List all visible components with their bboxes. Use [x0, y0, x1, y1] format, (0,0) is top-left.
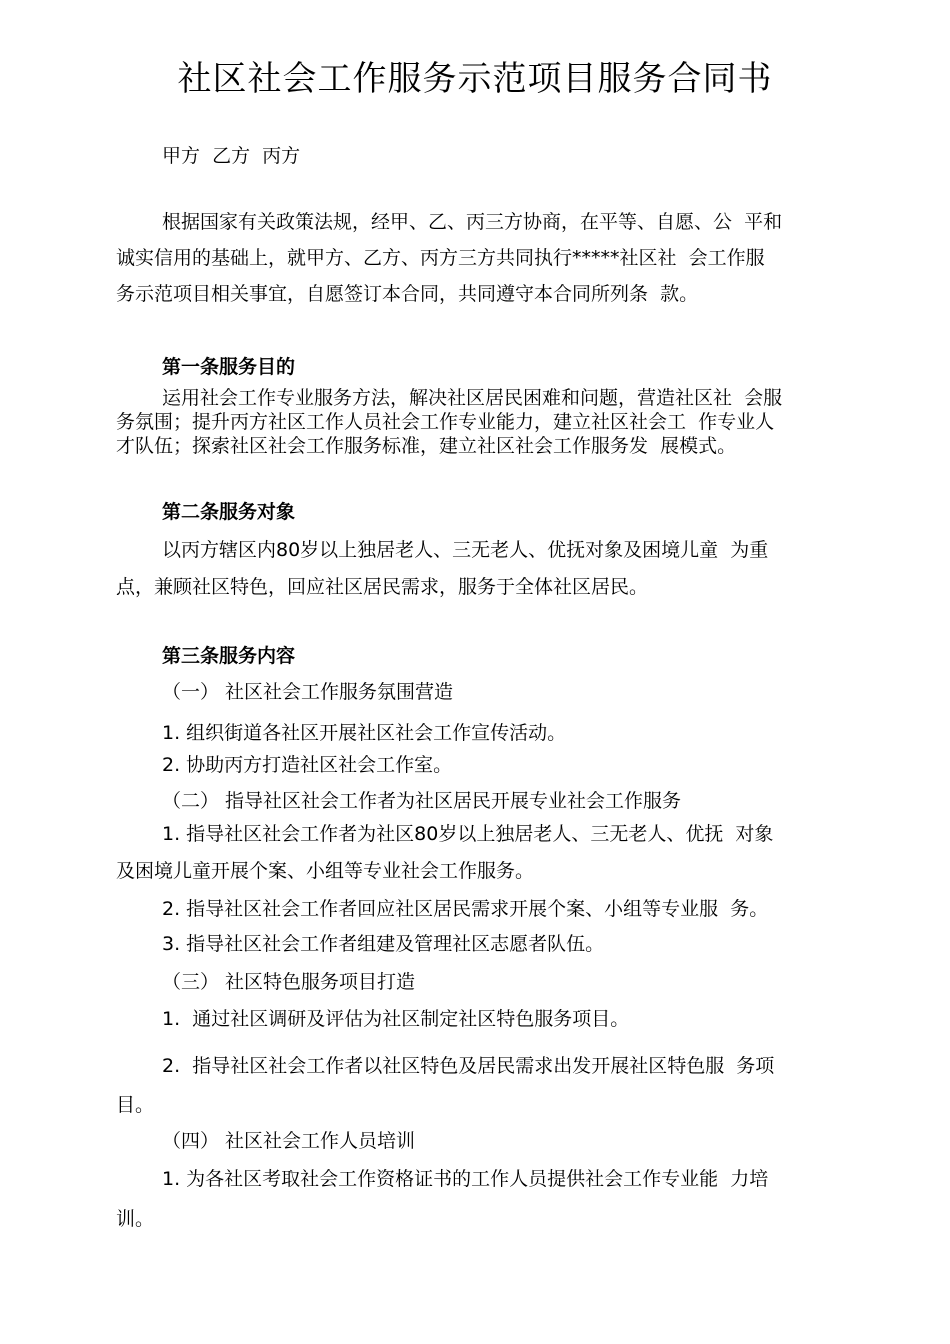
preamble-paragraph	[116, 204, 861, 312]
article1-line: 务氛围；提升丙方社区工作人员社会工作专业能力，建立社区社会工 作专业人	[116, 411, 775, 433]
list-item-continuation: 训。	[116, 1208, 155, 1230]
article3-heading: 第三条服务内容	[162, 645, 296, 667]
preamble-line: 诚实信用的基础上，就甲方、乙方、丙方三方共同执行*****社区社 会工作服	[116, 247, 765, 269]
section3-item2	[116, 1047, 861, 1125]
section2-items	[116, 892, 861, 962]
preamble-line: 根据国家有关政策法规，经甲、乙、丙三方协商，在平等、自愿、公 平和	[162, 211, 783, 233]
article1-line: 才队伍；探索社区社会工作服务标准，建立社区社会工作服务发 展模式。	[116, 435, 737, 457]
document-title: 社区社会工作服务示范项目服务合同书	[177, 59, 773, 99]
section1-title: （一） 社区社会工作服务氛围营造	[162, 681, 454, 703]
article2-heading: 第二条服务对象	[162, 501, 296, 523]
list-item: 1. 为各社区考取社会工作资格证书的工作人员提供社会工作专业能 力培	[162, 1168, 769, 1190]
preamble-line: 务示范项目相关事宜，自愿签订本合同，共同遵守本合同所列条 款。	[116, 283, 699, 305]
section2-item1	[116, 816, 861, 890]
list-item-continuation: 及困境儿童开展个案、小组等专业社会工作服务。	[116, 860, 535, 882]
list-item: 1. 组织街道各社区开展社区社会工作宣传活动。	[162, 722, 567, 744]
section2-title: （二） 指导社区社会工作者为社区居民开展专业社会工作服务	[162, 790, 682, 812]
section4-item1	[116, 1159, 861, 1239]
section4-title: （四） 社区社会工作人员培训	[162, 1130, 416, 1152]
article2-body	[116, 532, 861, 606]
article2-line: 点，兼顾社区特色，回应社区居民需求，服务于全体社区居民。	[116, 576, 649, 598]
list-item: 2. 指导社区社会工作者回应社区居民需求开展个案、小组等专业服 务。	[162, 898, 769, 920]
list-item: 1. 指导社区社会工作者为社区80岁以上独居老人、三无老人、优抚 对象	[162, 823, 774, 845]
list-item: 3. 指导社区社会工作者组建及管理社区志愿者队伍。	[162, 933, 605, 955]
section3-item1	[116, 1002, 861, 1036]
section1-list	[116, 717, 861, 781]
section3-title: （三） 社区特色服务项目打造	[162, 971, 416, 993]
article1-body	[116, 386, 861, 458]
list-item-continuation: 目。	[116, 1094, 155, 1116]
article1-line: 运用社会工作专业服务方法，解决社区居民困难和问题，营造社区社 会服	[162, 387, 783, 409]
article1-heading: 第一条服务目的	[162, 356, 296, 378]
list-item: 2. 协助丙方打造社区社会工作室。	[162, 754, 453, 776]
list-item: 1. 通过社区调研及评估为社区制定社区特色服务项目。	[162, 1008, 630, 1030]
parties-line: 甲方 乙方 丙方	[162, 145, 301, 167]
article2-line: 以丙方辖区内80岁以上独居老人、三无老人、优抚对象及困境儿童 为重	[162, 539, 769, 561]
list-item: 2. 指导社区社会工作者以社区特色及居民需求出发开展社区特色服 务项	[162, 1055, 775, 1077]
